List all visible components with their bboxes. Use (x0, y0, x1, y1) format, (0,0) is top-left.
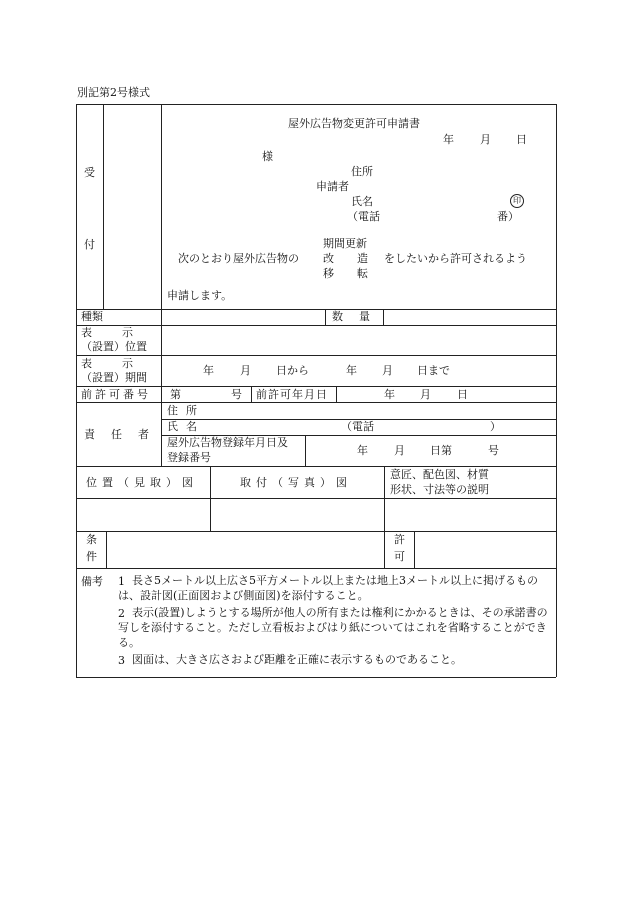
prev-permit-date-label: 前許可年月日 (256, 388, 328, 401)
note-3-number: 3 (118, 654, 125, 667)
choice-move-2: 転 (357, 267, 368, 280)
seal-stamp: 印 (510, 194, 524, 208)
row-divider (76, 531, 556, 532)
applicant-label: 申請者 (316, 180, 349, 193)
date-day: 日 (516, 133, 527, 146)
form-number-label: 別記第2号様式 (77, 86, 150, 99)
note-2-text: 表示(設置)しようとする場所が他人の所有または権利にかかるときは、その承諾書の写しを添付すること。ただし立看板およびはり紙についてはこれを省略することができる。 (118, 606, 548, 649)
date-year: 年 (443, 133, 454, 146)
request-tail: をしたいから許可されるよう (384, 252, 527, 265)
note-1-text: 長さ5メートル以上広さ5平方メートル以上または地上3メートル以上に掲げるものは、設計図(正面図および側面図)を添付すること。 (118, 574, 538, 602)
row-divider (76, 386, 556, 387)
design-label-line1: 意匠、配色図、材質 (390, 468, 489, 481)
date-month: 月 (480, 133, 491, 146)
resp-phone-open: （電話 (341, 420, 374, 433)
cell-divider (210, 466, 211, 531)
phone-close: 番） (497, 210, 519, 223)
reg-year: 年 (357, 444, 368, 457)
prev-year: 年 (384, 388, 395, 401)
prev-permit-number-label: 前許可番号 (81, 388, 151, 401)
design-label-line2: 形状、寸法等の説明 (390, 483, 489, 496)
period-month-2: 月 (382, 364, 393, 377)
row-divider (76, 355, 556, 356)
reg-day-dai: 日第 (430, 444, 452, 457)
cell-divider (384, 466, 385, 531)
choice-alter-2: 造 (357, 252, 368, 265)
note-3-text: 図面は、大きさ広さおよび距離を正確に表示するものであること。 (132, 653, 462, 666)
receipt-label-bottom: 付 (84, 238, 95, 251)
period-month-1: 月 (240, 364, 251, 377)
location-label-line2: （設置）位置 (81, 340, 147, 353)
quantity-label: 数量 (332, 310, 386, 323)
notes-label: 備考 (81, 575, 103, 588)
period-until: 日まで (417, 364, 450, 377)
row-divider (76, 402, 556, 403)
permit-label-2: 可 (394, 550, 405, 563)
permit-label-1: 許 (394, 533, 405, 546)
resp-name-label: 氏名 (167, 420, 205, 433)
row-divider (76, 568, 556, 569)
row-divider (76, 309, 556, 310)
registration-label-line1: 屋外広告物登録年月日及 (167, 436, 288, 449)
cell-divider (336, 386, 337, 402)
choice-renewal: 期間更新 (323, 237, 367, 250)
resp-address-label: 住所 (167, 404, 205, 417)
registration-label-line2: 登録番号 (167, 451, 211, 464)
row-divider (76, 466, 556, 467)
cell-divider (325, 309, 326, 325)
receipt-divider (103, 104, 104, 309)
receipt-label-top: 受 (84, 166, 95, 179)
period-label-line2: （設置）期間 (81, 371, 147, 384)
period-year-2: 年 (346, 364, 357, 377)
row-divider (76, 498, 556, 499)
reg-go: 号 (488, 444, 499, 457)
responsible-label: 責任者 (84, 428, 165, 441)
period-year-1: 年 (203, 364, 214, 377)
period-label-line1: 表示 (81, 357, 163, 370)
phone-open: （電話 (347, 210, 380, 223)
resp-phone-close: ） (490, 420, 501, 433)
prev-day: 日 (457, 388, 468, 401)
conditions-label-2: 件 (86, 550, 97, 563)
position-map-label: 位置（見取）図 (86, 476, 198, 489)
type-label-text: 種類 (81, 310, 103, 323)
type-label (81, 311, 156, 322)
cell-divider (305, 435, 306, 466)
table-border-bottom (76, 677, 556, 678)
note-1-number: 1 (118, 575, 125, 588)
choice-alter-1: 改 (323, 252, 334, 265)
choice-move-1: 移 (323, 267, 334, 280)
note-2-number: 2 (118, 607, 125, 620)
receipt-divider (161, 104, 162, 309)
addressee-suffix: 様 (262, 150, 273, 163)
table-border-top (76, 104, 556, 105)
seal-mark (510, 194, 524, 208)
cell-divider (251, 386, 252, 402)
conditions-label-1: 条 (86, 533, 97, 546)
name-label: 氏名 (351, 195, 373, 208)
location-label-line1: 表示 (81, 326, 163, 339)
table-border-left (76, 104, 77, 677)
photo-map-label: 取付（写真）図 (240, 476, 352, 489)
permit-go: 号 (231, 388, 242, 401)
cell-divider (384, 531, 385, 568)
period-from: 日から (276, 364, 309, 377)
request-end: 申請します。 (167, 289, 233, 302)
form-title: 屋外広告物変更許可申請書 (288, 117, 420, 130)
address-label: 住所 (351, 165, 373, 178)
cell-divider (106, 531, 107, 568)
table-border-right (556, 104, 557, 677)
permit-dai: 第 (170, 388, 181, 401)
request-lead: 次のとおり屋外広告物の (178, 252, 299, 265)
reg-month: 月 (394, 444, 405, 457)
prev-month: 月 (420, 388, 431, 401)
cell-divider (414, 531, 415, 568)
